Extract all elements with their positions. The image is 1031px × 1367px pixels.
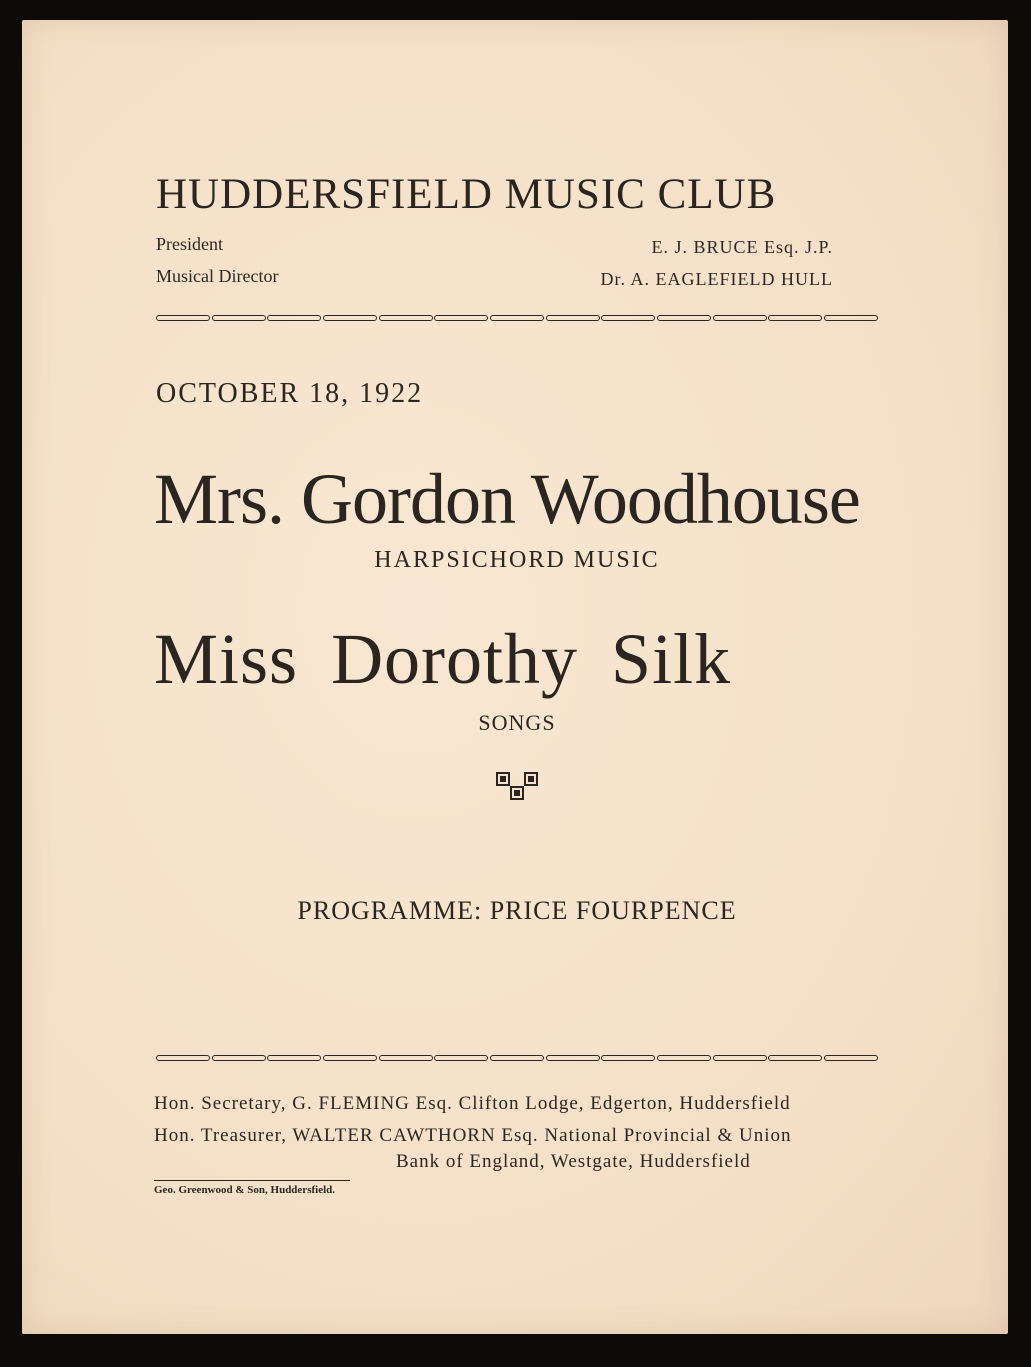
performer-2-name: Miss Dorothy Silk [154, 619, 732, 699]
programme-sheet [22, 20, 1008, 1334]
director-label: Musical Director [156, 266, 279, 286]
president-label: President [156, 234, 223, 254]
event-date: OCTOBER 18, 1922 [156, 378, 424, 409]
programme-price: PROGRAMME: PRICE FOURPENCE [297, 896, 737, 925]
club-title: HUDDERSFIELD MUSIC CLUB [156, 171, 777, 218]
ornament-icon [496, 772, 540, 802]
divider [154, 1180, 350, 1181]
treasurer-line: Hon. Treasurer, WALTER CAWTHORN Esq. National Provincial & Union [154, 1125, 792, 1146]
performer-1-name: Mrs. Gordon Woodhouse [154, 459, 860, 539]
secretary-line: Hon. Secretary, G. FLEMING Esq. Clifton Lodge, Edgerton, Huddersfield [154, 1093, 791, 1114]
performer-2-description: SONGS [478, 710, 556, 735]
treasurer-line-continued: Bank of England, Westgate, Huddersfield [396, 1151, 751, 1172]
president-name: E. J. BRUCE Esq. J.P. [651, 237, 833, 257]
printer-credit: Geo. Greenwood & Son, Huddersfield. [154, 1184, 336, 1196]
performer-1-description: HARPSICHORD MUSIC [374, 547, 660, 573]
decorative-rule-top [156, 314, 878, 322]
director-name: Dr. A. EAGLEFIELD HULL [600, 269, 833, 289]
decorative-rule-bottom [156, 1054, 878, 1062]
